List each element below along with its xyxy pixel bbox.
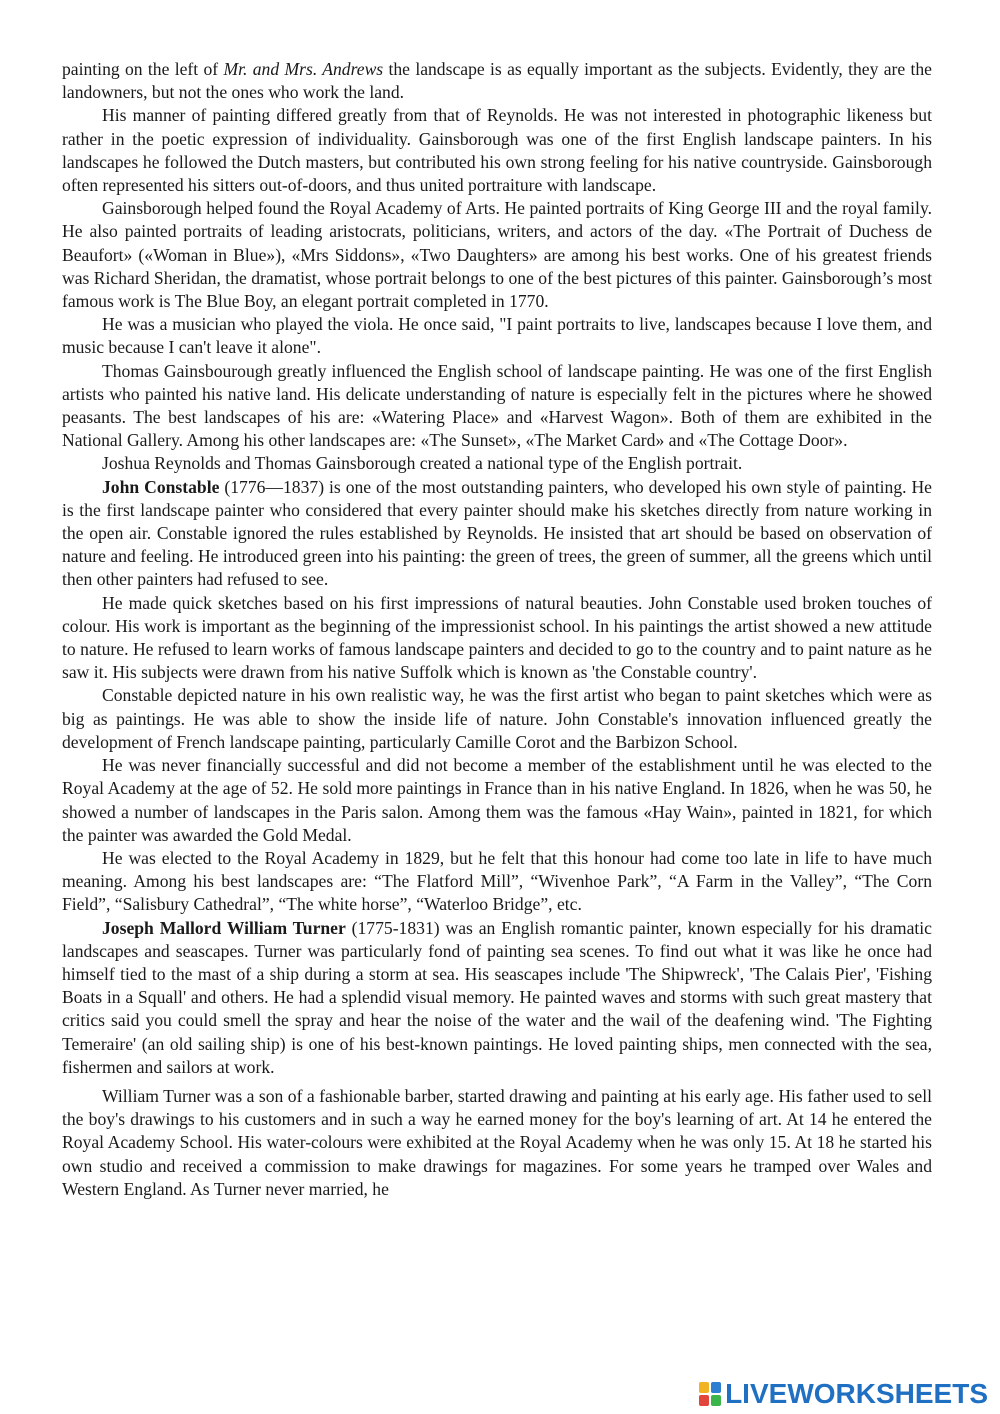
john-constable-heading: John Constable — [102, 476, 220, 497]
paragraph-9: Constable depicted nature in his own realistic way, he was the first artist who began to paint sketches which were as big as paintings. He was able to show the inside life of nature. John Constable's innovation influenced greatly the development of French landscape painting, particularly Camille Corot and the Barbizon School. — [62, 685, 932, 752]
paragraph-6: Joshua Reynolds and Thomas Gainsborough created a national type of the English portrait. — [102, 453, 743, 474]
paragraph-1-text-b: the landscape is as equally important as the subjects. Evidently, they are the landowners, but not the ones who work the land. — [62, 59, 932, 103]
logo-text: LIVEWORKSHEETS — [725, 1378, 988, 1409]
paragraph-11: He was elected to the Royal Academy in 1829, but he felt that this honour had come too late in life to have much meaning. Among his best landscapes are: “The Flatford Mill”, “Wivenhoe Park”, “A Farm in the Valley”, “The Corn Field”, “Salisbury Cathedral”, “The white horse”, “Waterloo Bridge”, etc. — [62, 847, 932, 915]
paragraph-12-text: (1775-1831) was an English romantic painter, known especially for his dramatic landscapes and seascapes. Turner was particularly fond of painting sea scenes. To find out what it was like he once had himself tied to the mast of a ship during a storm at sea. His seascapes include 'The Shipwreck', 'The Calais Pier', 'Fishing Boats in a Squall' and others. He had a splendid visual memory. He painted waves and storms with such great mastery that critics said you could smell the spray and hear the noise of the water and the wail of the deafening wind. 'The Fighting Temeraire' (an old sailing ship) is one of his best-known paintings. He loved painting ships, men connected with the sea, fishermen and sailors at work. — [62, 917, 932, 1077]
joseph-turner-heading: Joseph Mallord William Turner — [102, 917, 346, 938]
paragraph-7 — [62, 476, 932, 592]
painting-title-italic: Mr. and Mrs. Andrews — [223, 59, 384, 79]
paragraph-3: Gainsborough helped found the Royal Academy of Arts. He painted portraits of King George III and the royal family. He also painted portraits of leading aristocrats, politicians, writers, and actors of the day. «The Portrait of Duchess de Beaufort» («Woman in Blue»), «Mrs Siddons», «Two Daughters» are among his best works. One of his greatest friends was Richard Sheridan, the dramatist, whose portrait belongs to one of the best pictures of this painter. Gainsborough’s most famous work is The Blue Boy, an elegant portrait completed in 1770. — [62, 198, 932, 312]
document-page — [62, 58, 932, 1201]
liveworksheets-logo-icon — [699, 1382, 721, 1406]
paragraph-4: He was a musician who played the viola. He once said, "I paint portraits to live, landscapes because I love them, and music because I can't leave it alone". — [62, 314, 932, 358]
liveworksheets-logo[interactable] — [699, 1380, 988, 1408]
paragraph-12 — [62, 917, 932, 1079]
paragraph-13: William Turner was a son of a fashionable barber, started drawing and painting at his early age. His father used to sell the boy's drawings to his customers and in such a way he earned money for the boy's learning of art. At 14 he entered the Royal Academy School. His water-colours were exhibited at the Royal Academy when he was only 15. At 18 he started his own studio and received a commission to make drawings for magazines. For some years he tramped over Wales and Western England. As Turner never married, he — [62, 1085, 932, 1199]
paragraph-2: His manner of painting differed greatly from that of Reynolds. He was not interested in photographic likeness but rather in the poetic expression of individuality. Gainsborough was one of the first English landscape painters. In his landscapes he followed the Dutch masters, but contributed his own strong feeling for his native countryside. Gainsborough often represented his sitters out-of-doors, and thus united portraiture with landscape. — [62, 105, 932, 196]
paragraph-8: He made quick sketches based on his first impressions of natural beauties. John Constable used broken touches of colour. His work is important as the beginning of the impressionist school. In his paintings the artist showed a new attitude to nature. He refused to learn works of famous landscape painters and decided to go to the country and to paint nature as he saw it. His subjects were drawn from his native Suffolk which is known as 'the Constable country'. — [62, 592, 932, 683]
paragraph-1 — [62, 58, 932, 104]
paragraph-1-text-a: painting on the left of — [62, 59, 224, 79]
paragraph-10: He was never financially successful and did not become a member of the establishment until he was elected to the Royal Academy at the age of 52. He sold more paintings in France than in his native England. In 1826, when he was 50, he showed a number of landscapes in the Paris salon. Among them was the famous «Hay Wain», painted in 1821, for which the painter was awarded the Gold Medal. — [62, 755, 932, 845]
paragraph-7-text: (1776—1837) is one of the most outstanding painters, who developed his own style of painting. He is the first landscape painter who considered that every painter should make his sketches directly from nature working in the open air. Constable ignored the rules established by Reynolds. He insisted that art should be based on observation of nature and feeling. He introduced green into his painting: the green of trees, the green of summer, all the greens which until then other painters had refused to see. — [62, 476, 932, 590]
paragraph-5: Thomas Gainsbourough greatly influenced the English school of landscape painting. He was one of the first English artists who painted his native land. His delicate understanding of nature is especially felt in the pictures where he showed peasants. The best landscapes of his are: «Watering Place» and «Harvest Wagon». Both of them are exhibited in the National Gallery. Among his other landscapes are: «The Sunset», «The Market Card» and «The Cottage Door». — [62, 360, 932, 451]
